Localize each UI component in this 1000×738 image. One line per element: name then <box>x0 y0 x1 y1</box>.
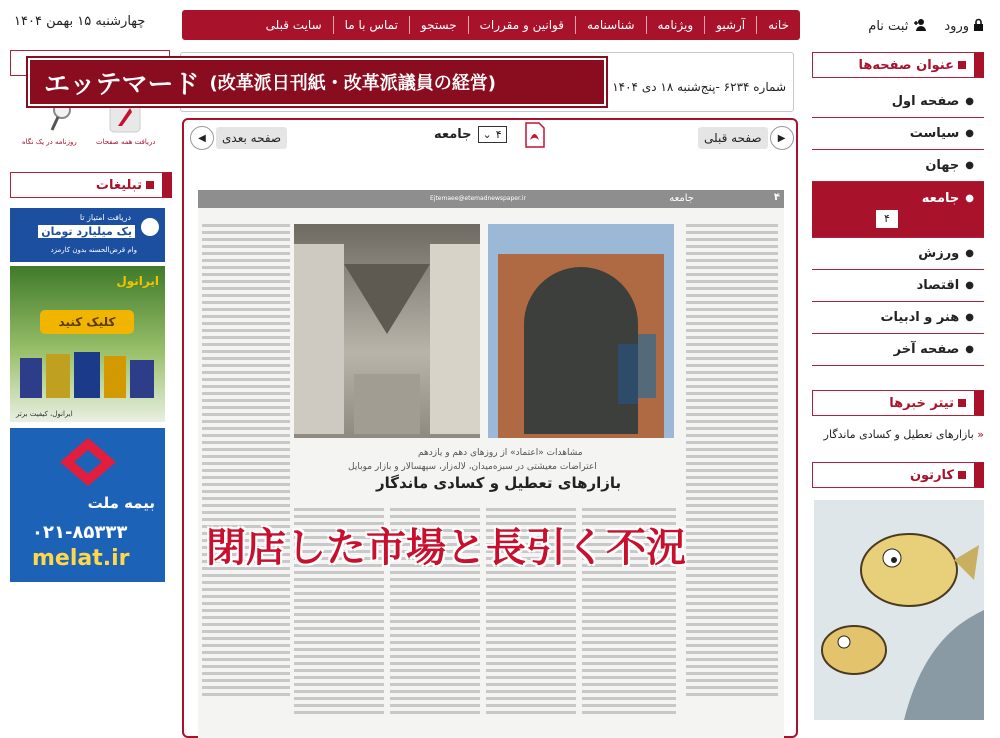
arrow-left-icon[interactable]: ◀ <box>190 126 214 150</box>
glance-link[interactable]: روزنامه در یک نگاه <box>22 138 77 146</box>
ad-bank-loan[interactable] <box>10 208 165 262</box>
ad1-line2: یک میلیارد تومان <box>38 225 135 238</box>
nav-contact[interactable]: تماس با ما <box>333 16 409 34</box>
ads-heading <box>10 172 172 198</box>
page-select-value: ۴ <box>495 128 502 141</box>
bullet-icon: ● <box>965 193 974 204</box>
text-column <box>202 224 290 700</box>
newspaper-page[interactable] <box>198 190 784 738</box>
bullet-icon: ● <box>965 344 974 355</box>
sidebar-item-label: صفحه آخر <box>893 342 960 357</box>
bullet-icon: ● <box>965 160 974 171</box>
nav-rules[interactable]: قوانین و مقررات <box>468 16 575 34</box>
ad1-line1: دریافت امتیاز تا <box>79 213 131 222</box>
register-link[interactable] <box>868 18 928 35</box>
next-page-button[interactable]: صفحه بعدی <box>216 127 287 149</box>
page-number-select[interactable] <box>478 126 507 143</box>
sidebar-item-last-page[interactable] <box>812 334 984 366</box>
heading-marker-icon <box>958 61 966 69</box>
bimeh-logo-icon <box>58 436 118 492</box>
paper-section: جامعه <box>669 193 694 204</box>
double-chevron-icon: « <box>977 428 984 441</box>
all-pages-download-link[interactable]: دریافت همه صفحات <box>96 138 156 146</box>
bullet-icon: ● <box>965 248 974 259</box>
bullet-icon: ● <box>965 128 974 139</box>
nav-archive[interactable]: آرشیو <box>704 16 756 34</box>
prev-page-control[interactable] <box>698 126 794 150</box>
pages-heading <box>812 52 984 78</box>
prev-page-button[interactable]: صفحه قبلی <box>698 127 768 149</box>
bullet-icon: ● <box>965 280 974 291</box>
ad3-phone: ۰۲۱-۸۵۳۳۳ <box>32 522 128 543</box>
ticker-heading-title: تیتر خبرها <box>889 395 954 411</box>
bullet-icon: ● <box>965 96 974 107</box>
bazaar-photo <box>294 224 480 438</box>
ad2-click-button[interactable]: کلیک کنید <box>40 310 134 334</box>
ad-bimeh-melat[interactable] <box>10 428 165 582</box>
nav-special[interactable]: ویژنامه <box>646 16 705 34</box>
heading-marker-icon <box>958 471 966 479</box>
text-column <box>686 224 778 700</box>
banner-subtitle: (改革派日刊紙・改革派議員の経営) <box>209 73 496 94</box>
date-text: چهارشنبه ۱۵ بهمن ۱۴۰۴ <box>14 14 146 29</box>
cartoon-image[interactable] <box>814 500 984 720</box>
top-navigation <box>182 10 800 40</box>
chevron-down-icon: ⌄ <box>482 128 492 141</box>
account-links <box>868 18 984 35</box>
bullet-icon: ● <box>965 312 974 323</box>
paper-page-number: ۴ <box>773 192 780 203</box>
pages-heading-title: عنوان صفحه‌ها <box>858 57 954 73</box>
paper-deck: اعتراضات معیشتی در سبزه‌میدان، لاله‌زار، سپهسالار و بازار موبایل <box>348 462 597 472</box>
nav-home[interactable]: خانه <box>756 16 800 34</box>
sidebar-item-label: اقتصاد <box>916 278 960 293</box>
ad3-brand: بیمه ملت <box>87 494 155 512</box>
pdf-icon[interactable] <box>524 122 546 152</box>
register-label: ثبت نام <box>868 19 909 34</box>
ad1-line3: وام قرض‌الحسنه بدون کارمزد <box>50 246 137 254</box>
sidebar-item-world[interactable] <box>812 150 984 182</box>
ticker-item-link[interactable] <box>824 428 984 441</box>
sidebar-item-label: سیاست <box>909 126 960 141</box>
paper-kicker: مشاهدات «اعتماد» از روزهای دهم و یازدهم <box>418 448 583 458</box>
banner-title: エッテマード <box>44 69 200 100</box>
ads-title: تبلیغات <box>95 177 142 193</box>
page-selector <box>434 126 507 143</box>
heading-marker-icon <box>958 399 966 407</box>
ad-iranol[interactable] <box>10 266 165 422</box>
ad2-brand: ایرانول <box>116 274 159 288</box>
issue-info: شماره ۶۲۳۴ -پنج‌شنبه ۱۸ دی ۱۴۰۴ <box>612 80 786 94</box>
sidebar-item-sports[interactable] <box>812 238 984 270</box>
add-user-icon <box>912 18 928 35</box>
sidebar-item-label: جامعه <box>921 191 960 206</box>
outlet-banner <box>28 58 606 106</box>
sidebar-item-front-page[interactable] <box>812 86 984 118</box>
paper-email: Ejtemaee@etemadnewspaper.ir <box>430 195 526 202</box>
ad3-site: melat.ir <box>32 546 130 571</box>
sidebar-item-economy[interactable] <box>812 270 984 302</box>
sidebar-item-society[interactable] <box>812 182 984 238</box>
oil-bottles-image <box>18 348 158 398</box>
login-link[interactable] <box>944 18 984 35</box>
gate-photo <box>488 224 674 438</box>
ticker-item-label: بازارهای تعطیل و کسادی ماندگار <box>823 428 974 441</box>
nav-about[interactable]: شناسنامه <box>575 16 646 34</box>
sidebar-item-label: هنر و ادبیات <box>880 310 960 325</box>
ad2-slogan: ایرانول، کیفیت برتر <box>16 410 73 418</box>
sidebar-item-politics[interactable] <box>812 118 984 150</box>
sidebar-item-row <box>922 191 974 206</box>
sidebar-item-arts[interactable] <box>812 302 984 334</box>
cartoon-heading-title: کارتون <box>909 467 954 483</box>
nav-old-site[interactable]: سایت قبلی <box>265 18 322 32</box>
sidebar-item-label: صفحه اول <box>891 94 960 109</box>
section-name: جامعه <box>434 127 472 142</box>
heading-marker-icon <box>146 181 154 189</box>
pages-list <box>812 86 984 366</box>
translation-caption: 閉店した市場と長引く不況 <box>206 525 686 571</box>
lock-icon <box>973 18 984 35</box>
bank-logo-icon <box>141 218 159 236</box>
next-page-control[interactable] <box>190 126 287 150</box>
active-page-number[interactable]: ۴ <box>876 210 898 228</box>
sidebar-item-label: ورزش <box>918 246 960 261</box>
arrow-right-icon[interactable]: ▶ <box>770 126 794 150</box>
cartoon-heading <box>812 462 984 488</box>
paper-headline: بازارهای تعطیل و کسادی ماندگار <box>376 474 622 492</box>
sidebar-item-label: جهان <box>925 158 960 173</box>
ticker-heading <box>812 390 984 416</box>
login-label: ورود <box>944 19 969 34</box>
nav-search[interactable]: جستجو <box>409 16 468 34</box>
